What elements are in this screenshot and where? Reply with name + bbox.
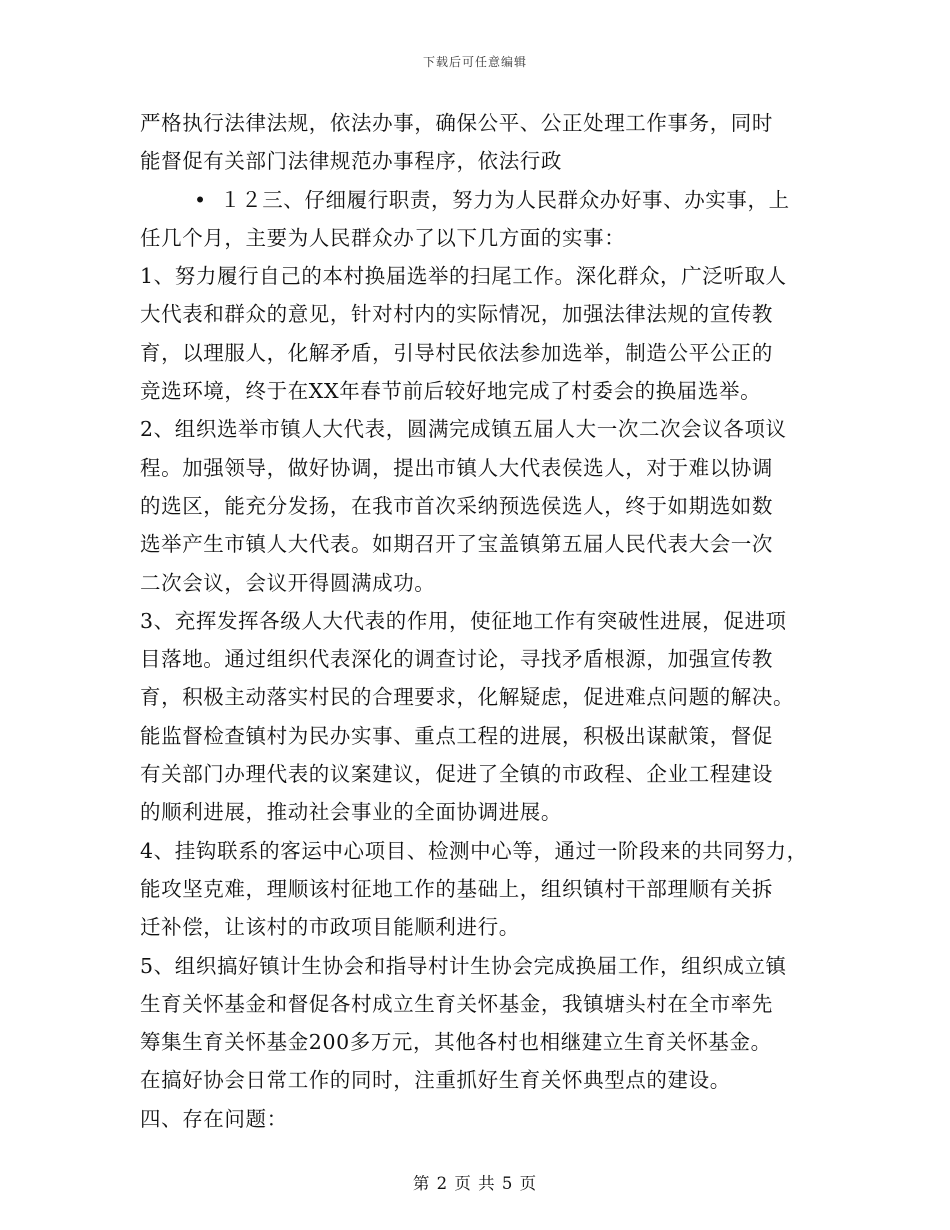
document-body [140, 104, 820, 1138]
body-line-12: 选举产生市镇人大代表。如期召开了宝盖镇第五届人民代表大会一次 [140, 532, 773, 557]
body-line-24: 生育关怀基金和督促各村成立生育关怀基金，我镇塘头村在全市率先 [140, 991, 773, 1016]
body-line-2: 能督促有关部门法律规范办事程序，依法行政 [140, 149, 562, 174]
body-line-21: 能攻坚克难，理顺该村征地工作的基础上，组织镇村干部理顺有关拆 [140, 876, 773, 901]
body-line-13: 二次会议，会议开得圆满成功。 [140, 570, 436, 595]
body-line-17: 能监督检查镇村为民办实事、重点工程的进展，积极出谋献策，督促 [140, 723, 773, 748]
body-line-10: 程。加强领导，做好协调，提出市镇人大代表侯选人，对于难以协调 [140, 455, 773, 480]
body-line-18: 有关部门办理代表的议案建议，促进了全镇的市政程、企业工程建设 [140, 762, 773, 787]
body-line-19: 的顺利进展，推动社会事业的全面协调进展。 [140, 800, 562, 825]
body-line-22: 迁补偿，让该村的市政项目能顺利进行。 [140, 915, 520, 940]
body-line-1: 严格执行法律法规，依法办事，确保公平、公正处理工作事务，同时 [140, 111, 773, 135]
body-line-15: 目落地。通过组织代表深化的调查讨论，寻找矛盾根源，加强宣传教 [140, 647, 773, 672]
body-line-5: 1、努力履行自己的本村换届选举的扫尾工作。深化群众，广泛听取人 [140, 264, 787, 289]
bullet-icon: • [194, 187, 207, 212]
body-line-7: 育，以理服人，化解矛盾，引导村民依法参加选举，制造公平公正的 [140, 340, 773, 365]
header-note: 下载后可任意编辑 [422, 55, 527, 69]
body-line-25: 筹集生育关怀基金200多万元，其他各村也相继建立生育关怀基金。 [140, 1030, 772, 1055]
body-line-20: 4、挂钩联系的客运中心项目、检测中心等，通过一阶段来的共同努力， [140, 838, 808, 863]
body-line-4: 任几个月，主要为人民群众办了以下几方面的实事： [140, 225, 626, 250]
bullet-line-text: １２三、仔细履行职责，努力为人民群众办好事、办实事，上 [220, 187, 790, 212]
page-number: 第 2 页 共 5 页 [412, 1174, 538, 1193]
body-line-16: 育，积极主动落实村民的合理要求，化解疑虑，促进难点问题的解决。 [140, 685, 795, 710]
body-line-26: 在搞好协会日常工作的同时，注重抓好生育关怀典型点的建设。 [140, 1068, 731, 1093]
body-line-11: 的选区，能充分发扬，在我市首次采纳预选侯选人，终于如期选如数 [140, 493, 773, 518]
section-heading: 四、存在问题： [140, 1106, 288, 1131]
body-line-8: 竞选环境，终于在XX年春节前后较好地完成了村委会的换届选举。 [140, 379, 762, 404]
body-line-6: 大代表和群众的意见，针对村内的实际情况，加强法律法规的宣传教 [140, 302, 773, 327]
bullet-line [140, 181, 820, 219]
body-line-14: 3、充挥发挥各级人大代表的作用，使征地工作有突破性进展，促进项 [140, 608, 787, 633]
body-line-23: 5、组织搞好镇计生协会和指导村计生协会完成换届工作，组织成立镇 [140, 953, 787, 978]
body-line-9: 2、组织选举市镇人大代表，圆满完成镇五届人大一次二次会议各项议 [140, 417, 787, 442]
